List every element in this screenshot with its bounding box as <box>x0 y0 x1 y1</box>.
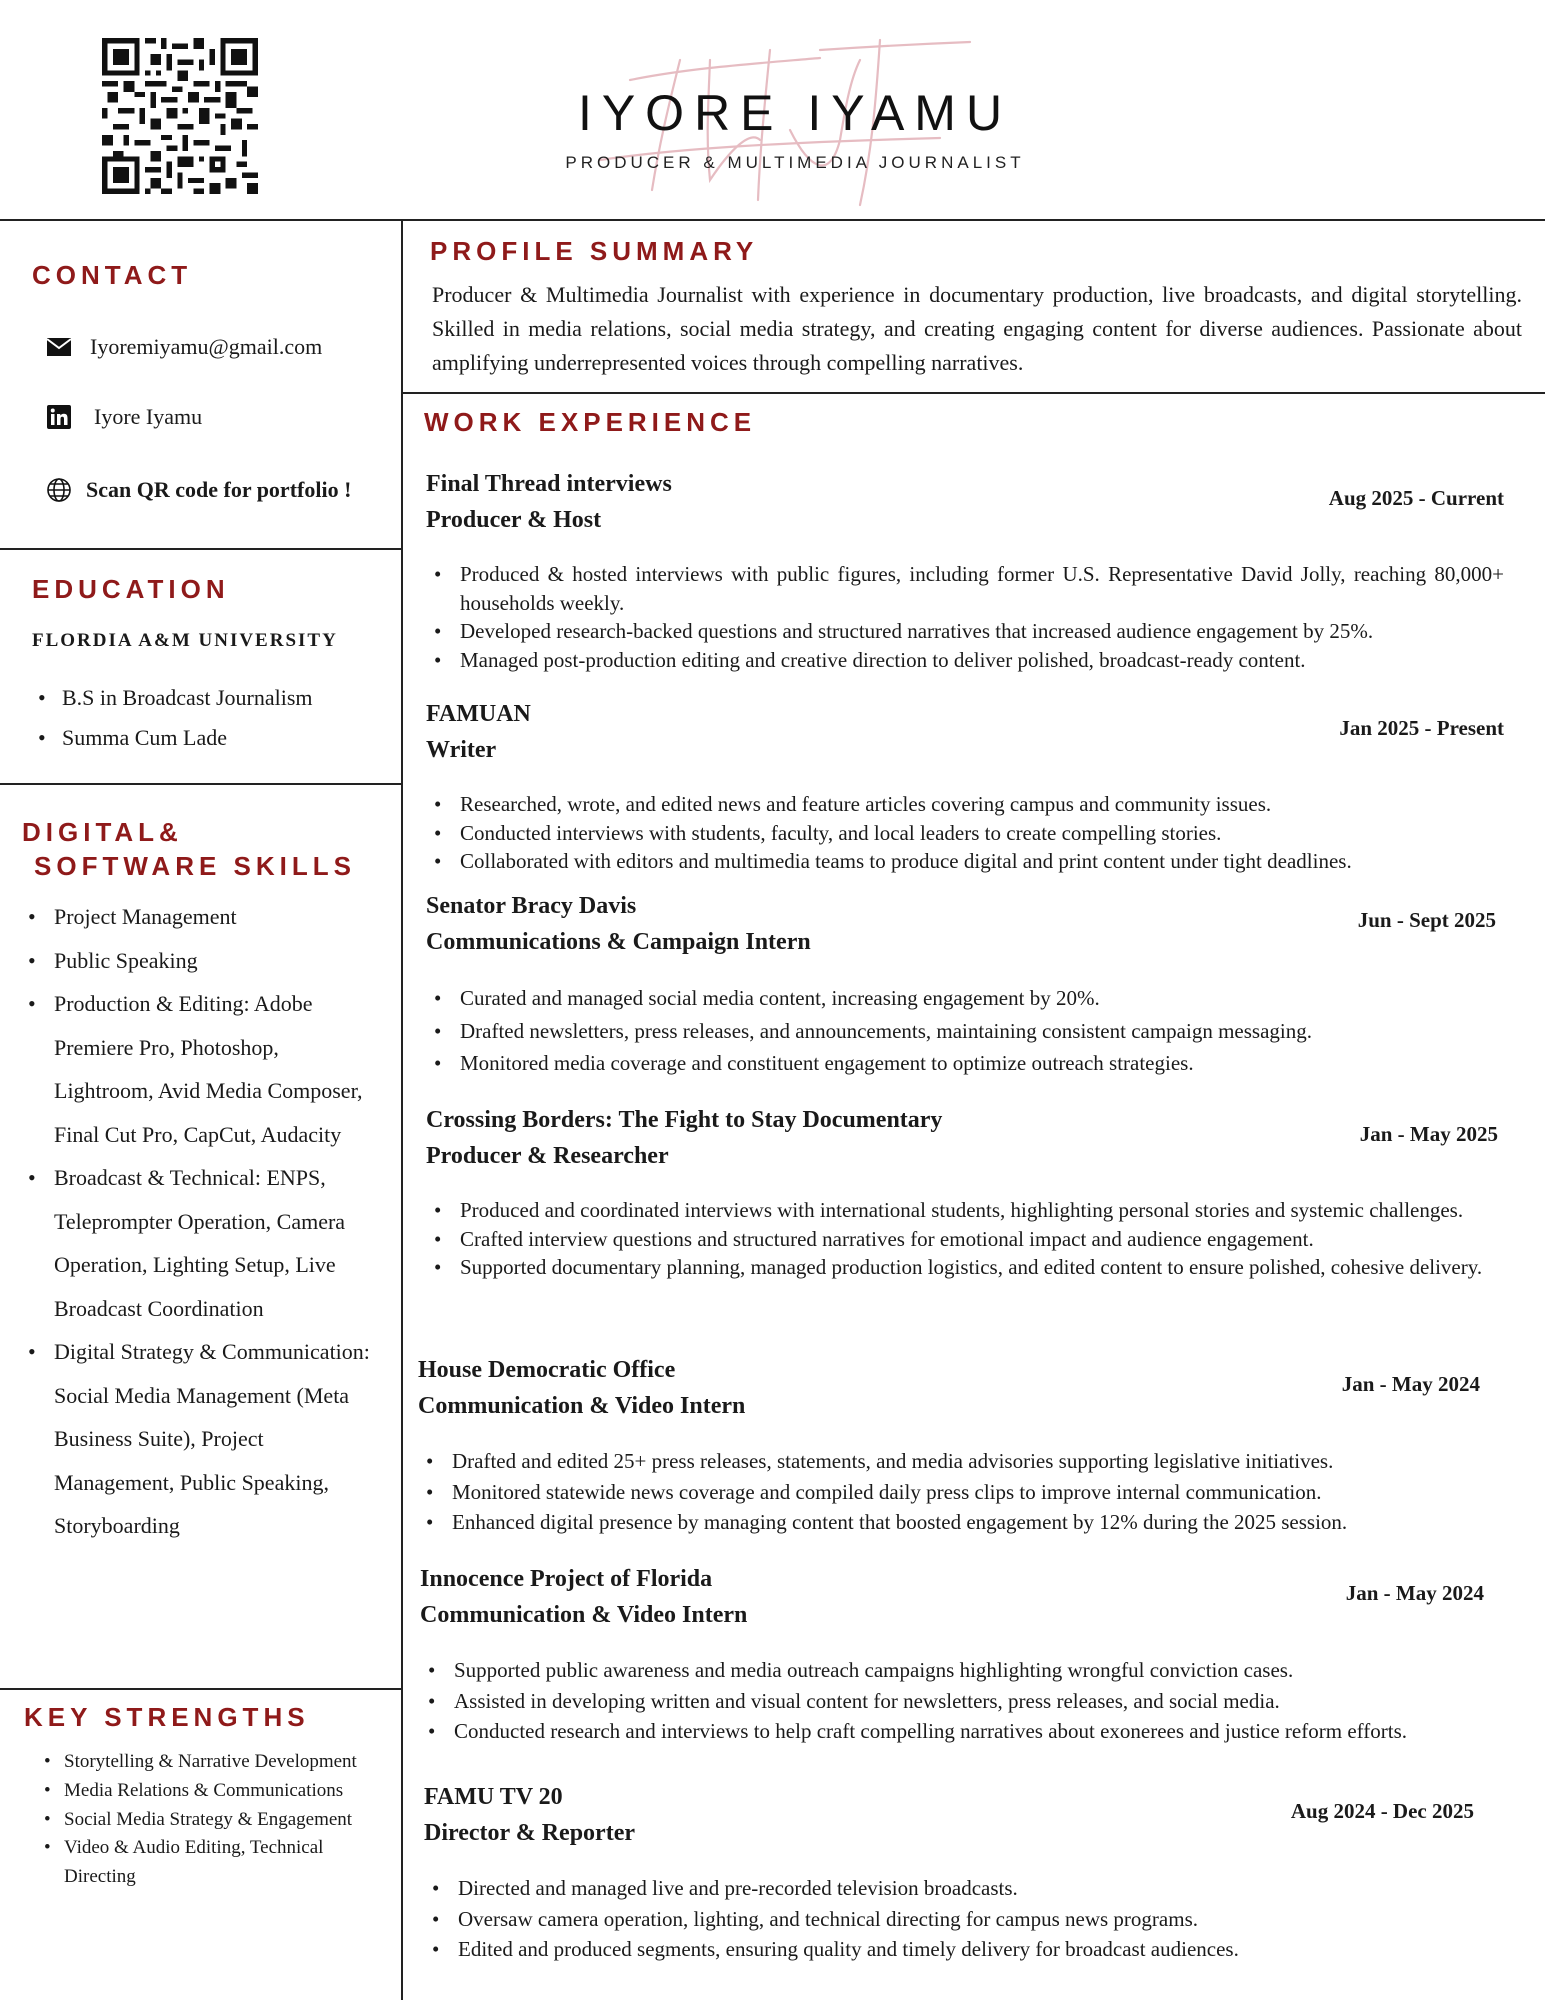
job-role: Director & Reporter <box>424 1820 636 1846</box>
job-date: Jan 2025 - Present <box>1339 716 1504 740</box>
list-item: • Assisted in developing written and visual content for newsletters, press releases, and social media. <box>420 1686 1484 1717</box>
linkedin-icon <box>44 402 74 432</box>
list-item: • Social Media Strategy & Engagement <box>36 1806 386 1835</box>
job-role: Producer & Researcher <box>426 1143 669 1169</box>
list-item: • Public Speaking <box>22 939 382 983</box>
strengths-list <box>36 1748 386 1892</box>
job-role: Communication & Video Intern <box>420 1602 748 1628</box>
list-item: • Oversaw camera operation, lighting, and technical directing for campus news programs. <box>424 1904 1474 1935</box>
experience-heading: WORK EXPERIENCE <box>424 407 757 437</box>
job-company: FAMUAN <box>426 701 531 727</box>
job-bullets <box>426 1196 1498 1282</box>
candidate-title: PRODUCER & MULTIMEDIA JOURNALIST <box>565 153 1025 172</box>
job-bullets <box>418 1446 1480 1538</box>
list-item: • Summa Cum Lade <box>30 718 390 758</box>
list-item: • Conducted research and interviews to help craft compelling narratives about exonerees and justice reform efforts. <box>420 1716 1484 1747</box>
job-role: Communication & Video Intern <box>418 1393 746 1419</box>
list-item: • Drafted newsletters, press releases, and announcements, maintaining consistent campaign messaging. <box>426 1015 1496 1048</box>
list-item: • Collaborated with editors and multimedia teams to produce digital and print content under tight deadlines. <box>426 847 1504 876</box>
portfolio-note: Scan QR code for portfolio ! <box>86 477 352 502</box>
profile-summary: Producer & Multimedia Journalist with experience in documentary production, live broadcasts, and digital storytelling. Skilled in media relations, social media strategy, and creating engaging content for diverse audiences. Passionate about amplifying underrepresented voices through compelling narratives. <box>432 282 1522 375</box>
job-date: Jun - Sept 2025 <box>1357 908 1496 932</box>
job-bullets <box>426 560 1504 674</box>
list-item: • Storytelling & Narrative Development <box>36 1748 386 1777</box>
column-divider <box>401 219 403 2000</box>
job-entry <box>420 1561 1484 1747</box>
job-date: Aug 2025 - Current <box>1328 486 1504 510</box>
list-item: • Conducted interviews with students, faculty, and local leaders to create compelling stories. <box>426 819 1504 848</box>
list-item: • Drafted and edited 25+ press releases, statements, and media advisories supporting legislative initiatives. <box>418 1446 1480 1477</box>
list-item: • Directed and managed live and pre-recorded television broadcasts. <box>424 1873 1474 1904</box>
education-divider <box>0 783 401 785</box>
profile-heading: PROFILE SUMMARY <box>430 236 759 266</box>
job-date: Jan - May 2025 <box>1359 1122 1498 1146</box>
list-item: • Curated and managed social media content, increasing engagement by 20%. <box>426 982 1496 1015</box>
contact-portfolio <box>44 475 351 505</box>
list-item: • B.S in Broadcast Journalism <box>30 678 390 718</box>
education-list <box>30 678 390 758</box>
job-bullets <box>426 790 1504 876</box>
job-company: Final Thread interviews <box>426 471 672 497</box>
list-item: • Monitored media coverage and constituent engagement to optimize outreach strategies. <box>426 1047 1496 1080</box>
education-heading: EDUCATION <box>32 574 230 604</box>
list-item: • Media Relations & Communications <box>36 1777 386 1806</box>
job-bullets <box>426 982 1496 1080</box>
contact-divider <box>0 548 401 550</box>
email-icon <box>44 332 74 362</box>
list-item: • Researched, wrote, and edited news and feature articles covering campus and community issues. <box>426 790 1504 819</box>
list-item: • Supported documentary planning, managed production logistics, and edited content to ensure polished, cohesive delivery. <box>426 1253 1498 1282</box>
job-entry <box>424 1779 1474 1965</box>
email-text[interactable]: Iyoremiyamu@gmail.com <box>90 334 323 359</box>
job-role: Producer & Host <box>426 507 602 533</box>
job-bullets <box>420 1655 1484 1747</box>
job-company: Senator Bracy Davis <box>426 893 637 919</box>
job-entry <box>426 1102 1498 1282</box>
job-company: Innocence Project of Florida <box>420 1566 713 1592</box>
job-bullets <box>424 1873 1474 1965</box>
candidate-name: IYORE IYAMU <box>577 85 1013 141</box>
skills-divider <box>0 1688 401 1690</box>
job-role: Writer <box>426 737 497 763</box>
list-item: • Project Management <box>22 895 382 939</box>
skills-heading-line2: SOFTWARE SKILLS <box>34 851 356 881</box>
job-entry <box>426 888 1496 1080</box>
job-date: Jan - May 2024 <box>1341 1372 1480 1396</box>
list-item: • Digital Strategy & Communication: Social Media Management (Meta Business Suite), Project Management, Public Speaking, Storyboarding <box>22 1330 382 1548</box>
job-entry <box>418 1352 1480 1538</box>
linkedin-text[interactable]: Iyore Iyamu <box>94 404 203 429</box>
list-item: • Edited and produced segments, ensuring quality and timely delivery for broadcast audiences. <box>424 1934 1474 1965</box>
job-company: Crossing Borders: The Fight to Stay Documentary <box>426 1107 943 1133</box>
portfolio-qr-code-icon[interactable] <box>102 38 258 194</box>
header-divider <box>0 219 1545 221</box>
list-item: • Crafted interview questions and structured narratives for emotional impact and audience engagement. <box>426 1225 1498 1254</box>
strengths-heading: KEY STRENGTHS <box>24 1702 310 1732</box>
list-item: • Developed research-backed questions and structured narratives that increased audience engagement by 25%. <box>426 617 1504 646</box>
school-name: FLORDIA A&M UNIVERSITY <box>32 630 338 651</box>
skills-list <box>22 895 382 1548</box>
list-item: • Video & Audio Editing, Technical Directing <box>36 1834 386 1892</box>
skills-heading-line1: DIGITAL& <box>22 817 183 847</box>
list-item: • Produced and coordinated interviews with international students, highlighting personal stories and systemic challenges. <box>426 1196 1498 1225</box>
list-item: • Enhanced digital presence by managing content that boosted engagement by 12% during the 2025 session. <box>418 1507 1480 1538</box>
job-date: Jan - May 2024 <box>1345 1581 1484 1605</box>
job-company: House Democratic Office <box>418 1357 676 1383</box>
job-entry <box>426 696 1504 876</box>
job-entry <box>426 466 1504 674</box>
list-item: • Managed post-production editing and creative direction to deliver polished, broadcast-ready content. <box>426 646 1504 675</box>
summary-divider <box>401 392 1545 394</box>
list-item: • Produced & hosted interviews with public figures, including former U.S. Representative David Jolly, reaching 80,000+ households weekly. <box>426 560 1504 617</box>
list-item: • Supported public awareness and media outreach campaigns highlighting wrongful conviction cases. <box>420 1655 1484 1686</box>
globe-icon <box>44 475 74 505</box>
job-company: FAMU TV 20 <box>424 1784 563 1810</box>
job-role: Communications & Campaign Intern <box>426 929 811 955</box>
job-date: Aug 2024 - Dec 2025 <box>1290 1799 1474 1823</box>
list-item: • Broadcast & Technical: ENPS, Teleprompter Operation, Camera Operation, Lighting Setup, Live Broadcast Coordination <box>22 1156 382 1330</box>
list-item: • Production & Editing: Adobe Premiere Pro, Photoshop, Lightroom, Avid Media Composer, Final Cut Pro, CapCut, Audacity <box>22 982 382 1156</box>
contact-linkedin[interactable] <box>44 402 202 432</box>
contact-heading: CONTACT <box>32 260 193 290</box>
list-item: • Monitored statewide news coverage and compiled daily press clips to improve internal communication. <box>418 1477 1480 1508</box>
contact-email[interactable] <box>44 332 322 362</box>
